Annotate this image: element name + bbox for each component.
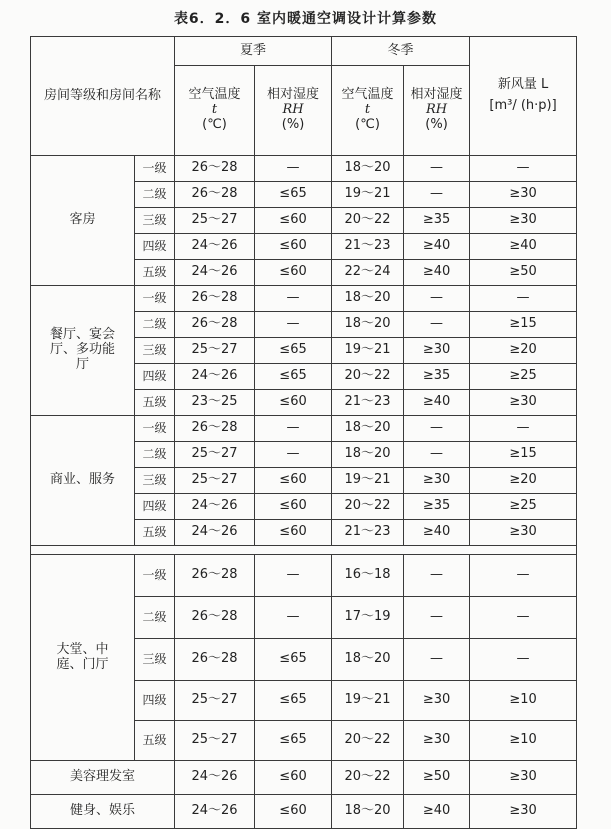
summer-rh-cell: — [255, 442, 332, 468]
summer-header: 夏季 [175, 37, 332, 66]
summer-temp-cell: 26～28 [175, 597, 255, 639]
summer-temp-cell: 25～27 [175, 442, 255, 468]
winter-temp-cell: 18～20 [332, 442, 404, 468]
winter-temp-cell: 18～20 [332, 312, 404, 338]
fresh-air-cell: ≥20 [470, 338, 577, 364]
grade-cell: 一级 [135, 555, 175, 597]
winter-temp-cell: 20～22 [332, 364, 404, 390]
section-gap [31, 546, 577, 555]
winter-rh-cell: ≥30 [404, 468, 470, 494]
grade-cell: 三级 [135, 338, 175, 364]
design-parameter-table [30, 36, 577, 829]
summer-rh-cell: ≤65 [255, 364, 332, 390]
summer-temp-cell: 24～26 [175, 795, 255, 829]
winter-temp-cell: 20～22 [332, 208, 404, 234]
grade-cell: 四级 [135, 681, 175, 721]
room-name: 健身、娱乐 [31, 795, 175, 829]
winter-rh-cell: — [404, 156, 470, 182]
winter-rh-cell: ≥40 [404, 260, 470, 286]
summer-temp-header: 空气温度 t (℃) [175, 66, 255, 156]
fresh-air-cell: ≥30 [470, 761, 577, 795]
summer-rh-cell: ≤60 [255, 260, 332, 286]
table-row [31, 156, 577, 182]
winter-rh-cell: ≥40 [404, 390, 470, 416]
summer-temp-cell: 24～26 [175, 260, 255, 286]
winter-rh-cell: ≥40 [404, 795, 470, 829]
summer-temp-cell: 23～25 [175, 390, 255, 416]
winter-temp-cell: 21～23 [332, 520, 404, 546]
summer-temp-cell: 26～28 [175, 639, 255, 681]
fresh-air-cell: — [470, 555, 577, 597]
winter-temp-cell: 18～20 [332, 416, 404, 442]
winter-rh-cell: ≥30 [404, 681, 470, 721]
summer-temp-cell: 26～28 [175, 416, 255, 442]
grade-cell: 四级 [135, 364, 175, 390]
summer-temp-cell: 24～26 [175, 761, 255, 795]
summer-rh-cell: ≤60 [255, 795, 332, 829]
summer-temp-cell: 25～27 [175, 338, 255, 364]
fresh-air-cell: ≥15 [470, 312, 577, 338]
grade-cell: 四级 [135, 494, 175, 520]
winter-temp-header: 空气温度 t (℃) [332, 66, 404, 156]
winter-temp-cell: 20～22 [332, 761, 404, 795]
winter-rh-cell: ≥35 [404, 494, 470, 520]
room-group-name: 大堂、中庭、门厅 [31, 555, 135, 761]
room-name: 美容理发室 [31, 761, 175, 795]
winter-temp-cell: 16～18 [332, 555, 404, 597]
winter-rh-cell: ≥40 [404, 234, 470, 260]
fresh-air-header: 新风量 L [m³/ (h·p)] [470, 37, 577, 156]
summer-rh-cell: ≤60 [255, 390, 332, 416]
fresh-air-cell: — [470, 416, 577, 442]
winter-temp-cell: 18～20 [332, 795, 404, 829]
fresh-air-cell: ≥50 [470, 260, 577, 286]
summer-rh-header: 相对湿度 RH (%) [255, 66, 332, 156]
summer-rh-cell: — [255, 597, 332, 639]
grade-cell: 五级 [135, 721, 175, 761]
table-row [31, 761, 577, 795]
summer-rh-cell: ≤60 [255, 494, 332, 520]
fresh-air-cell: ≥25 [470, 364, 577, 390]
summer-temp-cell: 24～26 [175, 234, 255, 260]
grade-cell: 一级 [135, 286, 175, 312]
fresh-air-cell: ≥30 [470, 208, 577, 234]
winter-rh-cell: — [404, 639, 470, 681]
grade-cell: 三级 [135, 468, 175, 494]
table-row [31, 286, 577, 312]
winter-temp-cell: 21～23 [332, 234, 404, 260]
winter-rh-cell: ≥35 [404, 364, 470, 390]
fresh-air-cell: ≥30 [470, 182, 577, 208]
winter-rh-cell: — [404, 416, 470, 442]
summer-rh-cell: ≤60 [255, 208, 332, 234]
fresh-air-cell: ≥10 [470, 681, 577, 721]
grade-cell: 三级 [135, 208, 175, 234]
winter-rh-cell: — [404, 555, 470, 597]
grade-cell: 二级 [135, 182, 175, 208]
winter-rh-cell: ≥35 [404, 208, 470, 234]
summer-temp-cell: 26～28 [175, 156, 255, 182]
summer-rh-cell: ≤60 [255, 468, 332, 494]
fresh-air-cell: ≥10 [470, 721, 577, 761]
winter-rh-cell: — [404, 286, 470, 312]
summer-temp-cell: 25～27 [175, 208, 255, 234]
winter-temp-cell: 19～21 [332, 468, 404, 494]
winter-temp-cell: 18～20 [332, 156, 404, 182]
grade-cell: 五级 [135, 260, 175, 286]
summer-temp-cell: 26～28 [175, 312, 255, 338]
grade-cell: 五级 [135, 520, 175, 546]
room-group-name: 餐厅、宴会厅、多功能厅 [31, 286, 135, 416]
grade-cell: 二级 [135, 442, 175, 468]
room-group-name: 客房 [31, 156, 135, 286]
table-row [31, 795, 577, 829]
fresh-air-cell: ≥30 [470, 795, 577, 829]
fresh-air-cell: ≥15 [470, 442, 577, 468]
summer-rh-cell: ≤60 [255, 234, 332, 260]
fresh-air-cell: — [470, 286, 577, 312]
grade-cell: 三级 [135, 639, 175, 681]
grade-cell: 五级 [135, 390, 175, 416]
fresh-air-cell: — [470, 156, 577, 182]
summer-rh-cell: ≤60 [255, 761, 332, 795]
summer-rh-cell: — [255, 416, 332, 442]
summer-temp-cell: 24～26 [175, 520, 255, 546]
winter-temp-cell: 22～24 [332, 260, 404, 286]
winter-rh-cell: — [404, 312, 470, 338]
room-column-header: 房间等级和房间名称 [31, 37, 175, 156]
winter-temp-cell: 21～23 [332, 390, 404, 416]
summer-rh-cell: ≤65 [255, 338, 332, 364]
summer-rh-cell: — [255, 156, 332, 182]
grade-cell: 一级 [135, 416, 175, 442]
summer-temp-cell: 26～28 [175, 286, 255, 312]
summer-temp-cell: 24～26 [175, 364, 255, 390]
winter-temp-cell: 20～22 [332, 494, 404, 520]
winter-temp-cell: 19～21 [332, 681, 404, 721]
fresh-air-cell: ≥25 [470, 494, 577, 520]
summer-temp-cell: 24～26 [175, 494, 255, 520]
summer-temp-cell: 26～28 [175, 182, 255, 208]
winter-rh-cell: ≥40 [404, 520, 470, 546]
fresh-air-cell: — [470, 639, 577, 681]
summer-rh-cell: ≤65 [255, 182, 332, 208]
table-header [31, 37, 577, 156]
summer-rh-cell: — [255, 286, 332, 312]
summer-rh-cell: — [255, 555, 332, 597]
summer-rh-cell: ≤60 [255, 520, 332, 546]
winter-rh-cell: ≥30 [404, 721, 470, 761]
winter-rh-cell: — [404, 182, 470, 208]
grade-cell: 二级 [135, 312, 175, 338]
summer-temp-cell: 25～27 [175, 468, 255, 494]
winter-temp-cell: 19～21 [332, 182, 404, 208]
winter-header: 冬季 [332, 37, 470, 66]
fresh-air-cell: ≥30 [470, 520, 577, 546]
winter-rh-header: 相对湿度 RH (%) [404, 66, 470, 156]
winter-temp-cell: 17～19 [332, 597, 404, 639]
winter-temp-cell: 20～22 [332, 721, 404, 761]
summer-temp-cell: 26～28 [175, 555, 255, 597]
winter-rh-cell: ≥50 [404, 761, 470, 795]
grade-cell: 一级 [135, 156, 175, 182]
table-row [31, 555, 577, 597]
summer-temp-cell: 25～27 [175, 681, 255, 721]
winter-rh-cell: ≥30 [404, 338, 470, 364]
summer-rh-cell: ≤65 [255, 721, 332, 761]
summer-rh-cell: — [255, 312, 332, 338]
winter-temp-cell: 19～21 [332, 338, 404, 364]
fresh-air-cell: — [470, 597, 577, 639]
grade-cell: 二级 [135, 597, 175, 639]
fresh-air-cell: ≥30 [470, 390, 577, 416]
summer-rh-cell: ≤65 [255, 681, 332, 721]
grade-cell: 四级 [135, 234, 175, 260]
table-caption: 表6．2．6 室内暖通空调设计计算参数 [173, 11, 438, 27]
summer-temp-cell: 25～27 [175, 721, 255, 761]
winter-rh-cell: — [404, 597, 470, 639]
table-row [31, 416, 577, 442]
winter-temp-cell: 18～20 [332, 639, 404, 681]
winter-rh-cell: — [404, 442, 470, 468]
winter-temp-cell: 18～20 [332, 286, 404, 312]
fresh-air-cell: ≥40 [470, 234, 577, 260]
table-body [31, 156, 577, 829]
fresh-air-cell: ≥20 [470, 468, 577, 494]
room-group-name: 商业、服务 [31, 416, 135, 546]
summer-rh-cell: ≤65 [255, 639, 332, 681]
